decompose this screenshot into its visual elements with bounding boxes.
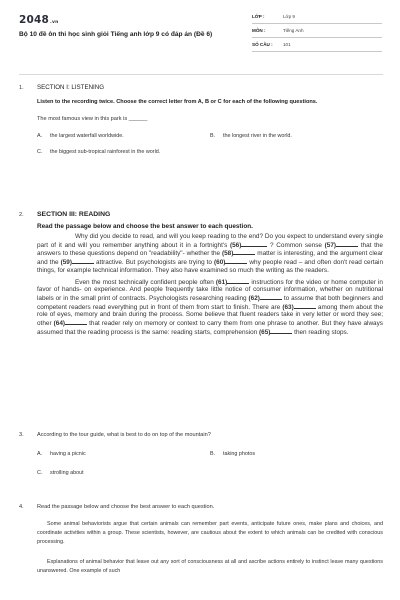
answer-blank[interactable]: [336, 241, 358, 247]
answer-options: [37, 132, 383, 164]
answer-options: [37, 450, 383, 485]
passage-text: then reading stops.: [292, 328, 349, 336]
section-title: SECTION I: LISTENING: [37, 84, 105, 91]
question-4: [19, 503, 383, 576]
meta-value: Tiếng Anh: [283, 28, 304, 33]
meta-label: LỚP :: [252, 14, 265, 19]
question-instruction: Read the passage below and choose the best answer to each question.: [37, 223, 253, 230]
passage-text: that reader rely on memory or context to carry them from one phrase to another. But they have always assumed that the reading process is the same: reading starts, comprehension: [37, 320, 383, 336]
meta-value: Lớp 9: [283, 14, 295, 19]
passage-paragraph: [37, 278, 383, 337]
option-letter: B.: [210, 133, 216, 139]
answer-blank[interactable]: [227, 278, 249, 284]
answer-blank[interactable]: [72, 258, 94, 264]
meta-label: SỐ CÂU :: [252, 42, 273, 47]
passage-text: why people read – and often don't read certain things, for example technical information. They also have examined so much the writing as the readers.: [37, 259, 384, 274]
question-stem: According to the tour guide, what is best to do on top of the mountain?: [37, 432, 211, 438]
option-letter: C.: [37, 149, 43, 155]
blank-number: (60): [214, 259, 226, 267]
answer-blank[interactable]: [294, 303, 316, 309]
header-divider: [19, 74, 383, 75]
blank-number: (64): [53, 320, 66, 328]
meta-label: MÔN :: [252, 28, 266, 33]
answer-blank[interactable]: [260, 294, 282, 300]
option-a[interactable]: [37, 132, 210, 140]
answer-blank[interactable]: [241, 241, 267, 247]
passage-paragraph: Explanations of animal behavior that leave out any sort of consciousness at all and ascribe actions entirely to instinct leave many questions unanswered. One example of such: [37, 558, 383, 574]
option-letter: A.: [37, 133, 43, 139]
question-stem: The most famous view in this park is ______: [37, 116, 148, 122]
passage-text: ? Common sense: [267, 241, 325, 249]
meta-row-class: [252, 14, 382, 24]
passage-paragraph: [37, 233, 383, 275]
blank-number: (62): [248, 294, 260, 302]
option-letter: C.: [37, 470, 43, 476]
option-b[interactable]: [210, 450, 383, 458]
blank-number: (57): [324, 241, 337, 249]
blank-number: (59): [60, 259, 72, 267]
option-text: the largest waterfall worldwide.: [50, 133, 124, 139]
reading-passage: [37, 520, 383, 576]
blank-number: (58): [222, 250, 234, 258]
blank-number: (63): [282, 303, 294, 311]
passage-paragraph: Some animal behaviorists argue that certain animals can remember part events, anticipate future ones, make plans and choices, and coordinate activities within a group. These scientists, however, are cautious about the extent to which animals can be credited with conscious processing.: [37, 521, 383, 546]
answer-blank[interactable]: [270, 328, 292, 334]
meta-row-question-count: [252, 42, 382, 52]
option-text: strolling about: [50, 470, 84, 476]
blank-number: (61): [215, 278, 228, 286]
answer-blank[interactable]: [225, 258, 247, 264]
option-c[interactable]: [37, 148, 196, 156]
question-3: [19, 431, 383, 485]
option-letter: B.: [210, 451, 216, 457]
question-instruction: Listen to the recording twice. Choose the correct letter from A, B or C for each of the following questions.: [37, 99, 318, 105]
passage-text: among them about the role of eyes, memory and brain during the process. Some believe that fluent readers take in very letter or word they see; other: [37, 303, 383, 328]
passage-text: attractive. But psychologists are trying to: [93, 259, 215, 267]
section-title: SECTION III: READING: [37, 211, 111, 218]
passage-text: Why did you decide to read, and will you keep reading to the end? Do you expect to understand every single part of it and will you remember anything about it in a fortnight's: [37, 233, 383, 249]
option-b[interactable]: [210, 132, 383, 140]
page-header: [0, 0, 400, 60]
question-number: 2.: [19, 212, 24, 218]
meta-row-subject: [252, 28, 382, 38]
answer-blank[interactable]: [233, 249, 255, 255]
question-2: [19, 211, 383, 336]
document-meta: [252, 14, 382, 56]
passage-text: Even the most technically confident people often: [75, 278, 216, 286]
option-a[interactable]: [37, 450, 210, 458]
option-text: taking photos: [223, 451, 256, 457]
question-stem: Read the passage below and choose the best answer to each question.: [37, 504, 215, 510]
answer-blank[interactable]: [65, 319, 87, 325]
question-1: [19, 84, 383, 164]
blank-number: (56): [229, 241, 242, 249]
question-number: 1.: [19, 85, 24, 91]
site-logo[interactable]: [19, 14, 58, 26]
document-title: Bộ 10 đề ôn thi học sinh giỏi Tiếng anh lớp 9 có đáp án (Đề 6): [19, 31, 213, 38]
reading-passage: [37, 233, 383, 336]
question-number: 4.: [19, 504, 24, 510]
option-letter: A.: [37, 451, 43, 457]
passage-text: matter is interesting, and the argument clear and the: [37, 250, 383, 267]
passage-text: that the answers to these questions depend on "readability"- whether the: [37, 241, 383, 258]
option-text: the longest river in the world.: [223, 133, 292, 139]
meta-value: 101: [283, 42, 291, 47]
option-c[interactable]: [37, 469, 210, 477]
passage-text: to assume that both beginners and competent readers read everything put in front of them from start to finish. There are: [37, 294, 383, 311]
blank-number: (65): [259, 328, 271, 336]
logo-main: 2048: [19, 14, 50, 26]
option-text: having a picnic: [50, 451, 86, 457]
question-number: 3.: [19, 432, 24, 438]
logo-suffix: .vn: [50, 20, 59, 25]
passage-text: instructions for the video or home computer in favor of hands- on experience. And people frequently take little notice of consumer information, whether on nutritional labels or in the small print of contracts. Psychologists researching reading: [37, 278, 383, 302]
option-text: the biggest sub-tropical rainforest in the world.: [50, 149, 161, 155]
